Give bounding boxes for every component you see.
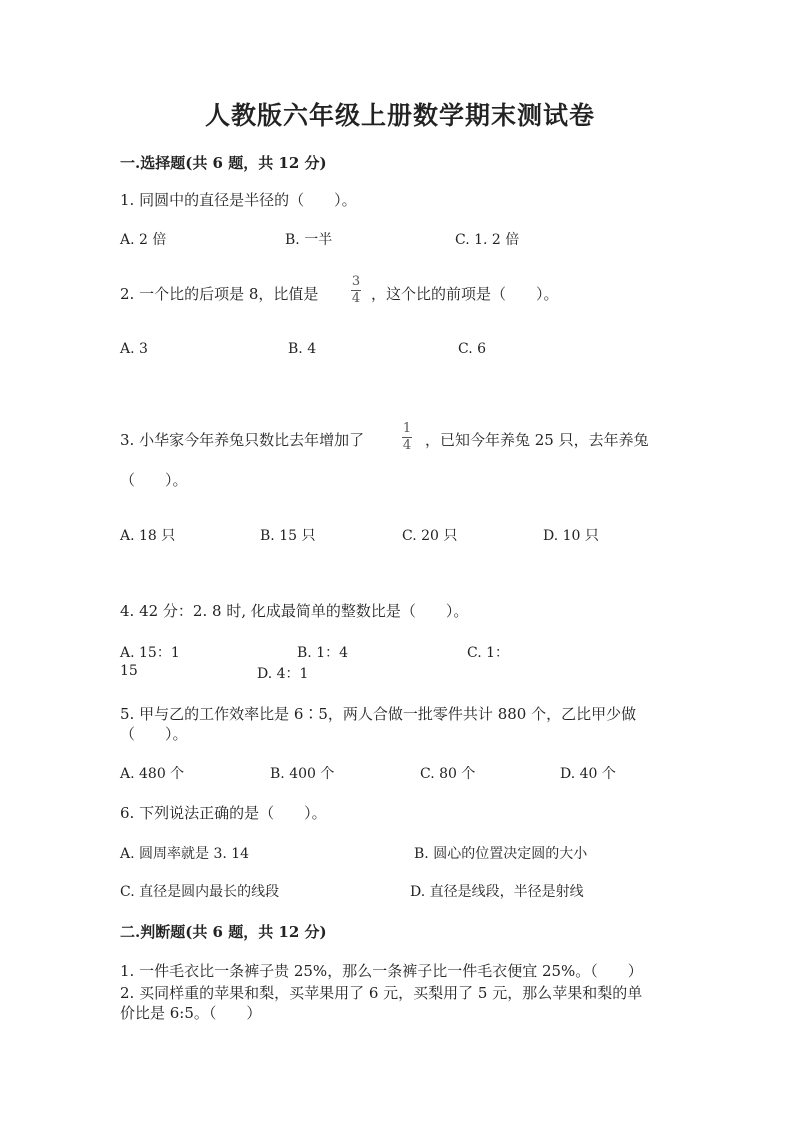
question-3-option-b[interactable]: B. 15 只 [260,528,316,544]
question-6-option-d[interactable]: D. 直径是线段，半径是射线 [410,884,584,900]
question-2-fraction [351,275,361,306]
question-4-option-b[interactable]: B. 1：4 [297,645,349,661]
question-4-option-d[interactable]: D. 4：1 [257,666,309,682]
question-5-text: 5. 甲与乙的工作效率比是 6∶5，两人合做一批零件共计 880 个，乙比甲少做 [120,705,637,723]
question-1-text: 1. 同圆中的直径是半径的（ ）。 [120,191,357,209]
question-3-option-d[interactable]: D. 10 只 [543,528,599,544]
fraction-numerator: 1 [402,421,412,436]
question-1-option-a[interactable]: A. 2 倍 [120,232,167,248]
fraction-numerator: 3 [351,274,361,289]
question-1-option-c[interactable]: C. 1. 2 倍 [455,232,520,248]
question-5-option-d[interactable]: D. 40 个 [560,766,616,782]
question-3-option-c[interactable]: C. 20 只 [402,528,458,544]
question-6-option-b[interactable]: B. 圆心的位置决定圆的大小 [414,846,588,862]
question-4-text: 4. 42 分：2. 8 时, 化成最简单的整数比是（ ）。 [120,602,469,620]
question-1-option-b[interactable]: B. 一半 [285,232,333,248]
question-6-option-a[interactable]: A. 圆周率就是 3. 14 [120,846,250,862]
section-heading-true-false: 二.判断题(共 6 题，共 12 分) [120,923,327,941]
question-4-option-c[interactable]: C. 1： [467,645,510,661]
question-3-text-after: ，已知今年养兔 25 只，去年养兔 [425,431,649,449]
question-5-line-2: （ ）。 [120,725,188,743]
question-6-option-c[interactable]: C. 直径是圆内最长的线段 [120,884,280,900]
tf-question-1: 1. 一件毛衣比一条裤子贵 25%，那么一条裤子比一件毛衣便宜 25%。（ ） [120,962,643,980]
tf-question-2: 2. 买同样重的苹果和梨，买苹果用了 6 元，买梨用了 5 元，那么苹果和梨的单 [120,984,643,1002]
section-heading-choice: 一.选择题(共 6 题，共 12 分) [120,154,327,172]
fraction-denominator: 4 [402,438,412,453]
question-5-option-a[interactable]: A. 480 个 [120,766,185,782]
question-4-option-c-continued: 15 [120,663,138,679]
question-2-option-c[interactable]: C. 6 [458,341,487,357]
question-5-option-b[interactable]: B. 400 个 [270,766,335,782]
question-3-option-a[interactable]: A. 18 只 [120,528,176,544]
fraction-denominator: 4 [351,291,361,306]
question-2-text-after: ，这个比的前项是（ ）。 [371,285,559,303]
question-2-option-a[interactable]: A. 3 [120,341,148,357]
question-3-text-before: 3. 小华家今年养兔只数比去年增加了 [120,431,365,449]
question-3-fraction [402,422,412,453]
question-5-option-c[interactable]: C. 80 个 [420,766,476,782]
page-title: 人教版六年级上册数学期末测试卷 [204,101,595,130]
question-6-text: 6. 下列说法正确的是（ ）。 [120,804,327,822]
question-3-line-2: （ ）。 [120,471,188,489]
question-2-option-b[interactable]: B. 4 [288,341,317,357]
tf-question-2-line-2: 价比是 6:5。（ ） [120,1004,262,1022]
question-2-text-before: 2. 一个比的后项是 8，比值是 [120,285,319,303]
question-4-option-a[interactable]: A. 15：1 [120,645,180,661]
